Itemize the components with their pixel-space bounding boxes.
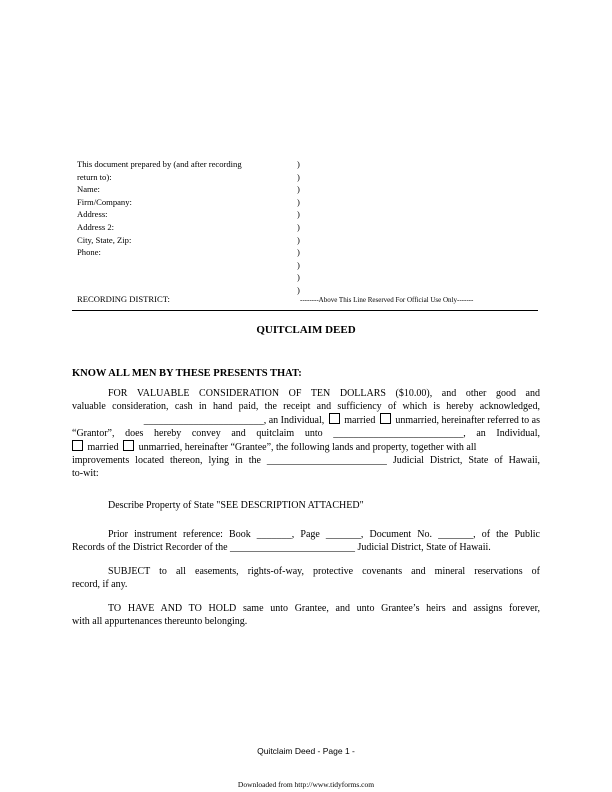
property-description: Describe Property of State "SEE DESCRIPTION ATTACHED" [108, 500, 364, 511]
paren: ) [297, 159, 300, 169]
paren: ) [297, 259, 300, 270]
preparer-block [77, 158, 302, 259]
prior-instrument-line: Prior instrument reference: Book _______, Page _______, Document No. _______, of the Public [108, 529, 540, 540]
firm-label: Firm/Company: [77, 196, 132, 207]
official-use-note: --------Above This Line Reserved For Official Use Only------- [300, 296, 474, 304]
grantee-unmarried-label: unmarried, hereinafter “Grantee”, the following lands and property, together with all [138, 442, 477, 453]
grantee-line: “Grantor”, does hereby convey and quitclaim unto __________________________, an Individual, [72, 428, 540, 439]
name-label: Name: [77, 184, 100, 195]
city-state-zip-label: City, State, Zip: [77, 234, 132, 245]
grantor-line [72, 413, 540, 427]
prior-instrument-line: Records of the District Recorder of the _________________________ Judicial District, State of Hawaii. [72, 542, 491, 553]
grantee-married-checkbox[interactable] [72, 440, 83, 451]
married-label: married [87, 442, 119, 453]
paren: ) [297, 247, 300, 258]
header-divider [72, 310, 538, 311]
grantor-unmarried-checkbox[interactable] [380, 413, 391, 424]
download-source: Downloaded from http://www.tidyforms.com [237, 780, 375, 789]
preparer-line: This document prepared by (and after recording [77, 159, 242, 169]
consideration-paragraph [72, 387, 540, 480]
grantor-name-blank: ________________________, an Individual, [143, 415, 325, 426]
paren-column [297, 158, 300, 297]
subject-line: record, if any. [72, 579, 128, 590]
prior-instrument-paragraph [72, 528, 540, 554]
consideration-line: FOR VALUABLE CONSIDERATION OF TEN DOLLARS ($10.00), and other good and [108, 388, 540, 399]
page-footer: Quitclaim Deed - Page 1 - [257, 746, 355, 756]
subject-line: SUBJECT to all easements, rights-of-way, protective covenants and mineral reservations of [108, 566, 540, 577]
married-label: married [344, 415, 376, 426]
paren: ) [297, 234, 300, 245]
consideration-line: improvements located thereon, lying in the ________________________ Judicial District, State of Hawaii, [72, 455, 540, 466]
grantor-married-checkbox[interactable] [329, 413, 340, 424]
paren: ) [297, 209, 300, 220]
preparer-line: return to): [77, 171, 112, 182]
habendum-line: TO HAVE AND TO HOLD same unto Grantee, and unto Grantee’s heirs and assigns forever, [108, 603, 540, 614]
document-title: QUITCLAIM DEED [256, 324, 356, 336]
grantor-unmarried-label: unmarried, hereinafter referred to as [395, 415, 540, 426]
address-label: Address: [77, 209, 108, 220]
paren: ) [297, 221, 300, 232]
phone-label: Phone: [77, 247, 101, 258]
paren: ) [297, 196, 300, 207]
subject-paragraph [72, 565, 540, 591]
paren: ) [297, 171, 300, 182]
consideration-line: valuable consideration, cash in hand paid, the receipt and sufficiency of which is hereby acknowledged, [72, 401, 540, 412]
intro-heading: KNOW ALL MEN BY THESE PRESENTS THAT: [72, 368, 302, 379]
grantee-status-line [72, 440, 540, 454]
consideration-line: to-wit: [72, 468, 99, 479]
habendum-paragraph [72, 602, 540, 628]
paren: ) [297, 272, 300, 283]
recording-district-label: RECORDING DISTRICT: [77, 294, 170, 304]
paren: ) [297, 184, 300, 195]
habendum-line: with all appurtenances thereunto belonging. [72, 616, 248, 627]
address2-label: Address 2: [77, 221, 114, 232]
grantee-unmarried-checkbox[interactable] [123, 440, 134, 451]
paren: ) [297, 284, 300, 295]
